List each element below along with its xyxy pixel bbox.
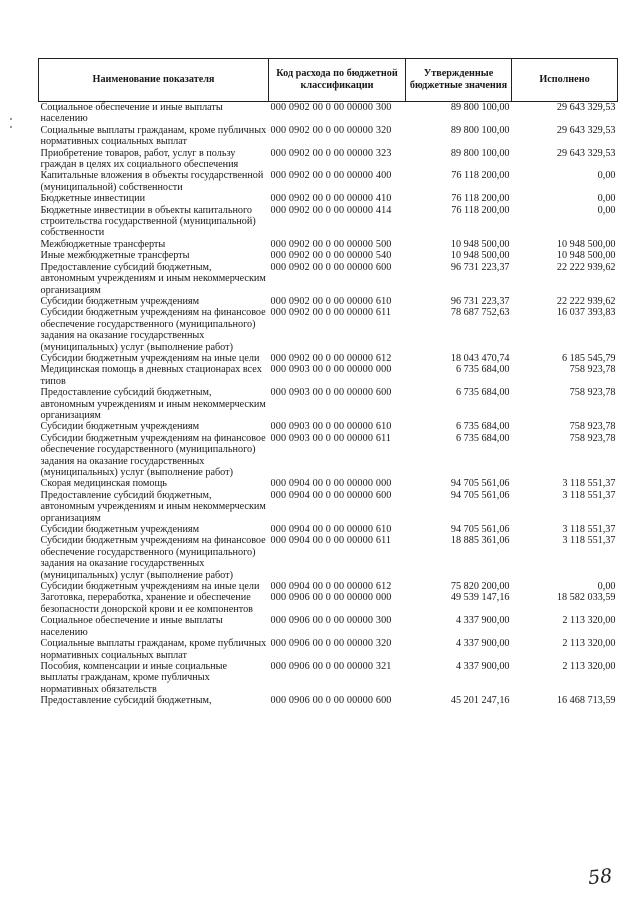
cell-executed: 6 185 545,79 (562, 352, 616, 364)
cell-name: Пособия, компенсации и иные социальные выплаты гражданам, кроме публичных нормативных обязательств (40, 660, 228, 695)
cell-executed: 3 118 551,37 (562, 489, 616, 501)
cell-executed: 0,00 (597, 581, 616, 593)
cell-approved: 6 735 684,00 (456, 387, 510, 399)
cell-approved: 4 337 900,00 (456, 615, 510, 627)
table-row (39, 250, 618, 261)
cell-approved: 49 539 147,16 (450, 592, 510, 604)
cell-executed: 2 113 320,00 (562, 615, 616, 627)
cell-name: Предоставление субсидий бюджетным, автономным учреждениям и иным некоммерческим организациям (40, 387, 266, 421)
cell-executed: 0,00 (597, 193, 616, 205)
cell-executed: 10 948 500,00 (556, 238, 616, 250)
cell-code: 000 0902 00 0 00 00000 611 (270, 307, 392, 319)
table-row (39, 490, 618, 524)
budget-table (38, 58, 618, 707)
cell-name: Субсидии бюджетным учреждениям (40, 421, 200, 433)
table-row (39, 170, 618, 193)
cell-name: Межбюджетные трансферты (40, 238, 166, 250)
cell-code: 000 0906 00 0 00 00000 320 (270, 638, 392, 650)
cell-approved: 45 201 247,16 (450, 695, 510, 707)
scan-mark (10, 126, 12, 128)
table-row (39, 661, 618, 695)
cell-name: Субсидии бюджетным учреждениям (40, 295, 200, 307)
cell-name: Капитальные вложения в объекты государственной (муниципальной) собственности (40, 170, 264, 193)
cell-executed: 2 113 320,00 (562, 638, 616, 650)
cell-approved: 76 118 200,00 (451, 204, 510, 216)
cell-executed: 758 923,78 (569, 421, 616, 433)
cell-executed: 29 643 329,53 (556, 102, 616, 113)
table-row (39, 638, 618, 661)
cell-name: Субсидии бюджетным учреждениям на финансовое обеспечение государственного (муниципального) задания на оказание государственных (муниципальных) услуг (выполнение работ) (40, 535, 266, 581)
cell-name: Субсидии бюджетным учреждениям на иные цели (40, 352, 260, 364)
table-row (39, 364, 618, 387)
cell-approved: 94 705 561,06 (450, 478, 510, 490)
cell-code: 000 0902 00 0 00 00000 320 (270, 124, 392, 136)
header-approved: Утвержденные бюджетные значения (406, 59, 512, 102)
cell-code: 000 0903 00 0 00 00000 000 (270, 364, 392, 376)
cell-approved: 75 820 200,00 (450, 581, 510, 593)
cell-name: Иные межбюджетные трансферты (40, 250, 190, 262)
table-row (39, 592, 618, 615)
cell-approved: 76 118 200,00 (451, 170, 510, 182)
cell-name: Медицинская помощь в дневных стационарах всех типов (40, 364, 262, 387)
cell-executed: 3 118 551,37 (562, 524, 616, 536)
cell-name: Социальное обеспечение и иные выплаты населению (40, 615, 223, 638)
cell-code: 000 0902 00 0 00 00000 600 (270, 261, 392, 273)
cell-name: Социальное обеспечение и иные выплаты населению (40, 102, 223, 125)
cell-executed: 10 948 500,00 (556, 250, 616, 262)
cell-approved: 94 705 561,06 (450, 524, 510, 536)
cell-approved: 89 800 100,00 (450, 102, 510, 113)
header-executed: Исполнено (512, 59, 618, 102)
cell-approved: 89 800 100,00 (450, 124, 510, 136)
cell-approved: 89 800 100,00 (450, 147, 510, 159)
cell-executed: 3 118 551,37 (562, 535, 616, 547)
cell-name: Предоставление субсидий бюджетным, автономным учреждениям и иным некоммерческим организациям (40, 489, 266, 524)
cell-code: 000 0903 00 0 00 00000 611 (270, 432, 392, 444)
table-row (39, 478, 618, 489)
cell-approved: 6 735 684,00 (456, 432, 510, 444)
cell-code: 000 0902 00 0 00 00000 540 (270, 250, 392, 262)
cell-code: 000 0902 00 0 00 00000 323 (270, 147, 392, 159)
table-row (39, 102, 618, 125)
cell-code: 000 0902 00 0 00 00000 300 (270, 102, 392, 113)
cell-executed: 3 118 551,37 (562, 478, 616, 490)
cell-name: Заготовка, переработка, хранение и обеспечение безопасности донорской крови и ее компонентов (40, 592, 253, 615)
cell-name: Субсидии бюджетным учреждениям на финансовое обеспечение государственного (муниципального) задания на оказание государственных (муниципальных) услуг (выполнение работ) (40, 432, 266, 478)
cell-code: 000 0906 00 0 00 00000 600 (270, 695, 392, 707)
cell-approved: 94 705 561,06 (450, 489, 510, 501)
cell-name: Субсидии бюджетным учреждениям (40, 524, 200, 536)
cell-executed: 16 468 713,59 (556, 695, 616, 707)
cell-name: Бюджетные инвестиции в объекты капитального строительства государственной (муниципальной) собственности (40, 204, 256, 239)
cell-approved: 78 687 752,63 (450, 307, 510, 319)
cell-code: 000 0906 00 0 00 00000 321 (270, 660, 392, 672)
table-row (39, 535, 618, 581)
cell-executed: 22 222 939,62 (556, 261, 616, 273)
scan-mark (10, 118, 12, 120)
cell-code: 000 0902 00 0 00 00000 500 (270, 238, 392, 250)
cell-name: Субсидии бюджетным учреждениям на иные цели (40, 581, 260, 593)
cell-code: 000 0902 00 0 00 00000 610 (270, 295, 392, 307)
cell-approved: 6 735 684,00 (456, 364, 510, 376)
cell-executed: 0,00 (597, 204, 616, 216)
cell-executed: 22 222 939,62 (556, 295, 616, 307)
table-body (39, 102, 618, 707)
cell-approved: 4 337 900,00 (456, 660, 510, 672)
cell-code: 000 0902 00 0 00 00000 410 (270, 193, 392, 205)
cell-name: Скорая медицинская помощь (40, 478, 167, 490)
table-row (39, 433, 618, 479)
table-row (39, 387, 618, 421)
cell-code: 000 0902 00 0 00 00000 400 (270, 170, 392, 182)
cell-code: 000 0902 00 0 00 00000 414 (270, 204, 392, 216)
cell-approved: 10 948 500,00 (450, 250, 510, 262)
table-header-row (39, 59, 618, 102)
cell-name: Социальные выплаты гражданам, кроме публичных нормативных социальных выплат (40, 124, 267, 148)
table-row (39, 524, 618, 535)
table-row (39, 615, 618, 638)
cell-approved: 6 735 684,00 (456, 421, 510, 433)
cell-name: Бюджетные инвестиции (40, 193, 146, 205)
table-row (39, 296, 618, 307)
cell-executed: 29 643 329,53 (556, 124, 616, 136)
table-row (39, 148, 618, 171)
table-row (39, 239, 618, 250)
cell-executed: 0,00 (597, 170, 616, 182)
cell-name: Предоставление субсидий бюджетным, автономным учреждениям и иным некоммерческим организациям (40, 261, 266, 296)
table-row (39, 262, 618, 296)
table-row (39, 695, 618, 706)
table-row (39, 421, 618, 432)
header-name: Наименование показателя (39, 59, 269, 102)
table-row (39, 125, 618, 148)
cell-executed: 758 923,78 (569, 432, 616, 444)
cell-name: Социальные выплаты гражданам, кроме публичных нормативных социальных выплат (40, 638, 267, 661)
cell-name: Предоставление субсидий бюджетным, (40, 695, 212, 707)
cell-approved: 76 118 200,00 (451, 193, 510, 205)
table-row (39, 205, 618, 239)
cell-code: 000 0902 00 0 00 00000 612 (270, 352, 392, 364)
cell-code: 000 0904 00 0 00 00000 610 (270, 524, 392, 536)
table-row (39, 581, 618, 592)
cell-code: 000 0903 00 0 00 00000 600 (270, 387, 392, 399)
cell-name: Субсидии бюджетным учреждениям на финансовое обеспечение государственного (муниципального) задания на оказание государственных (муниципальных) услуг (выполнение работ) (40, 307, 266, 353)
cell-code: 000 0904 00 0 00 00000 600 (270, 489, 392, 501)
page-number: 58 (586, 864, 614, 890)
cell-approved: 96 731 223,37 (450, 295, 510, 307)
cell-code: 000 0906 00 0 00 00000 000 (270, 592, 392, 604)
cell-executed: 2 113 320,00 (562, 660, 616, 672)
cell-name: Приобретение товаров, работ, услуг в пользу граждан в целях их социального обеспечения (40, 147, 239, 171)
cell-executed: 16 037 393,83 (556, 307, 616, 319)
header-code: Код расхода по бюджетной классификации (269, 59, 406, 102)
cell-executed: 29 643 329,53 (556, 147, 616, 159)
cell-approved: 10 948 500,00 (450, 238, 510, 250)
cell-executed: 758 923,78 (569, 364, 616, 376)
cell-code: 000 0904 00 0 00 00000 611 (270, 535, 392, 547)
table-row (39, 307, 618, 353)
cell-executed: 758 923,78 (569, 387, 616, 399)
cell-executed: 18 582 033,59 (556, 592, 616, 604)
cell-approved: 18 043 470,74 (450, 352, 510, 364)
cell-code: 000 0906 00 0 00 00000 300 (270, 615, 392, 627)
table-row (39, 193, 618, 204)
cell-code: 000 0903 00 0 00 00000 610 (270, 421, 392, 433)
cell-code: 000 0904 00 0 00 00000 000 (270, 478, 392, 490)
cell-approved: 96 731 223,37 (450, 261, 510, 273)
cell-approved: 4 337 900,00 (456, 638, 510, 650)
cell-code: 000 0904 00 0 00 00000 612 (270, 581, 392, 593)
table-row (39, 353, 618, 364)
cell-approved: 18 885 361,06 (450, 535, 510, 547)
